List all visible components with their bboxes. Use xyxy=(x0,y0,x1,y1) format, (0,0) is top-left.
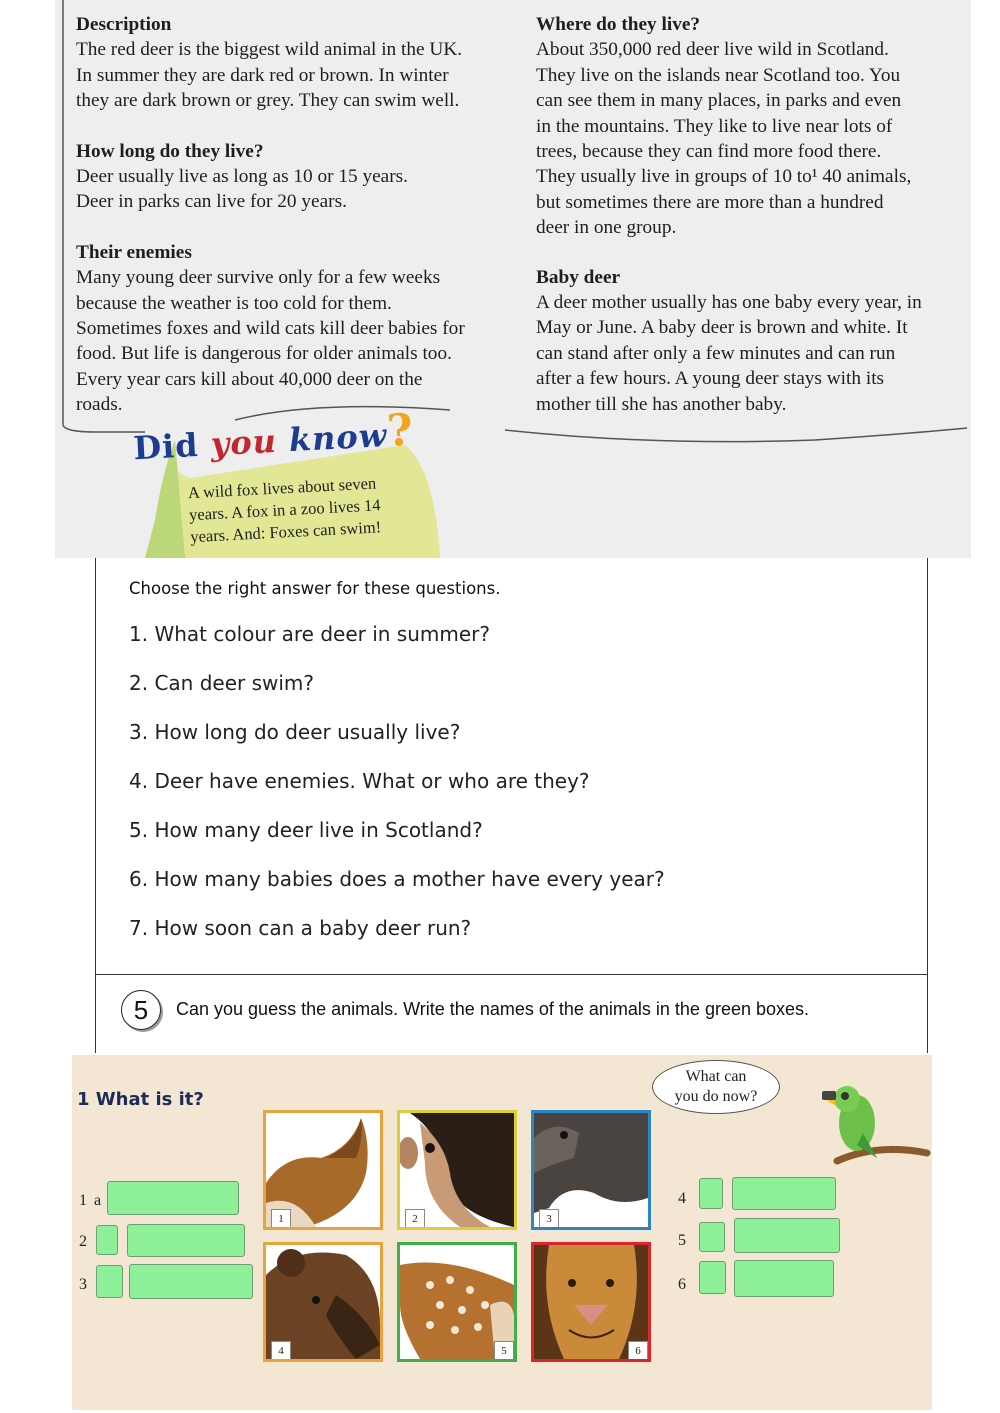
how-long-line: Deer usually live as long as 10 or 15 years. xyxy=(76,166,408,188)
enemies-line: roads. xyxy=(76,394,123,416)
baby-line: after a few hours. A young deer stays with its xyxy=(536,368,885,390)
left-column xyxy=(76,12,521,418)
where-line: trees, because they can find more food there. xyxy=(536,141,882,163)
speech-bubble: What can you do now? xyxy=(652,1060,780,1114)
where-line: They live on the islands near Scotland too. You xyxy=(536,64,901,86)
question-item: 4. Deer have enemies. What or who are they? xyxy=(129,769,590,793)
enemies-line: Every year cars kill about 40,000 deer on the xyxy=(76,368,423,390)
answer-box-2[interactable] xyxy=(127,1224,245,1257)
answer-label-5: 5 xyxy=(678,1232,686,1249)
question-item: 6. How many babies does a mother have every year? xyxy=(129,867,665,891)
how-long-heading: How long do they live? xyxy=(76,140,264,162)
answer-label-6: 6 xyxy=(678,1276,686,1293)
answer-box-1[interactable] xyxy=(107,1181,239,1215)
did-you-know-title: Did you know? xyxy=(132,404,416,468)
questions-section xyxy=(95,558,928,975)
baby-line: mother till she has another baby. xyxy=(536,393,787,415)
animal-tile-4: 4 xyxy=(263,1242,383,1362)
question-list xyxy=(129,620,665,963)
exercise-instruction: Can you guess the animals. Write the names of the animals in the green boxes. xyxy=(176,999,810,1019)
where-line: can see them in many places, in parks and even xyxy=(536,90,902,112)
exercise-number: 5 xyxy=(121,990,161,1030)
did-you-know-text: A wild fox lives about seven years. A fox in a zoo lives 14 years. And: Foxes can swim! xyxy=(187,473,382,547)
animal-tile-5: 5 xyxy=(397,1242,517,1362)
baby-line: can stand after only a few minutes and can run xyxy=(536,342,896,364)
answer-label-1-letter: a xyxy=(94,1192,102,1209)
description-line: In summer they are dark red or brown. In winter xyxy=(76,64,449,86)
enemies-line: food. But life is dangerous for older animals too. xyxy=(76,343,452,365)
answer-box-5[interactable] xyxy=(734,1218,840,1253)
questions-instruction: Choose the right answer for these questions. xyxy=(129,579,501,598)
answer-label-1: 1 xyxy=(79,1192,87,1209)
enemies-line: Sometimes foxes and wild cats kill deer babies for xyxy=(76,318,465,340)
question-item: 1. What colour are deer in summer? xyxy=(129,622,491,646)
answer-label-3: 3 xyxy=(79,1276,87,1293)
answer-letter-box-6[interactable] xyxy=(699,1261,726,1294)
where-line: They usually live in groups of 10 to¹ 40 animals, xyxy=(536,166,912,188)
what-is-it-title: 1 What is it? xyxy=(77,1089,204,1110)
animal-tile-1: 1 xyxy=(263,1110,383,1230)
description-line: they are dark brown or grey. They can swim well. xyxy=(76,90,460,112)
enemies-line: because the weather is too cold for them. xyxy=(76,292,392,314)
exercise-5 xyxy=(95,975,928,1053)
how-long-line: Deer in parks can live for 20 years. xyxy=(76,191,347,213)
where-heading: Where do they live? xyxy=(536,14,701,35)
answer-letter-box-5[interactable] xyxy=(699,1222,725,1252)
animal-tile-6: 6 xyxy=(531,1242,651,1362)
answer-box-3[interactable] xyxy=(129,1264,253,1299)
answer-box-6[interactable] xyxy=(734,1260,834,1297)
animal-tile-2: 2 xyxy=(397,1110,517,1230)
right-column xyxy=(536,12,968,417)
question-item: 5. How many deer live in Scotland? xyxy=(129,818,483,842)
what-is-it-panel xyxy=(72,1055,932,1410)
description-heading: Description xyxy=(76,14,172,35)
baby-heading: Baby deer xyxy=(536,266,621,288)
where-line: deer in one group. xyxy=(536,217,677,239)
enemies-heading: Their enemies xyxy=(76,241,192,263)
answer-label-2: 2 xyxy=(79,1233,87,1250)
baby-line: May or June. A baby deer is brown and white. It xyxy=(536,317,908,339)
question-item: 7. How soon can a baby deer run? xyxy=(129,916,472,940)
question-item: 2. Can deer swim? xyxy=(129,671,315,695)
answer-letter-box-3[interactable] xyxy=(96,1265,123,1298)
answer-letter-box-4[interactable] xyxy=(699,1178,723,1209)
where-line: in the mountains. They like to live near lots of xyxy=(536,115,893,137)
enemies-line: Many young deer survive only for a few weeks xyxy=(76,267,441,289)
where-line: but sometimes there are more than a hundred xyxy=(536,191,884,213)
baby-line: A deer mother usually has one baby every year, in xyxy=(536,292,922,314)
description-line: The red deer is the biggest wild animal in the UK. xyxy=(76,39,463,61)
reading-passage xyxy=(55,0,971,558)
answer-label-4: 4 xyxy=(678,1190,686,1207)
answer-letter-box-2[interactable] xyxy=(96,1225,118,1255)
answer-box-4[interactable] xyxy=(732,1177,836,1210)
question-item: 3. How long do deer usually live? xyxy=(129,720,461,744)
animal-tile-3: 3 xyxy=(531,1110,651,1230)
where-line: About 350,000 red deer live wild in Scotland. xyxy=(536,39,889,61)
parrot-icon xyxy=(817,1083,932,1173)
